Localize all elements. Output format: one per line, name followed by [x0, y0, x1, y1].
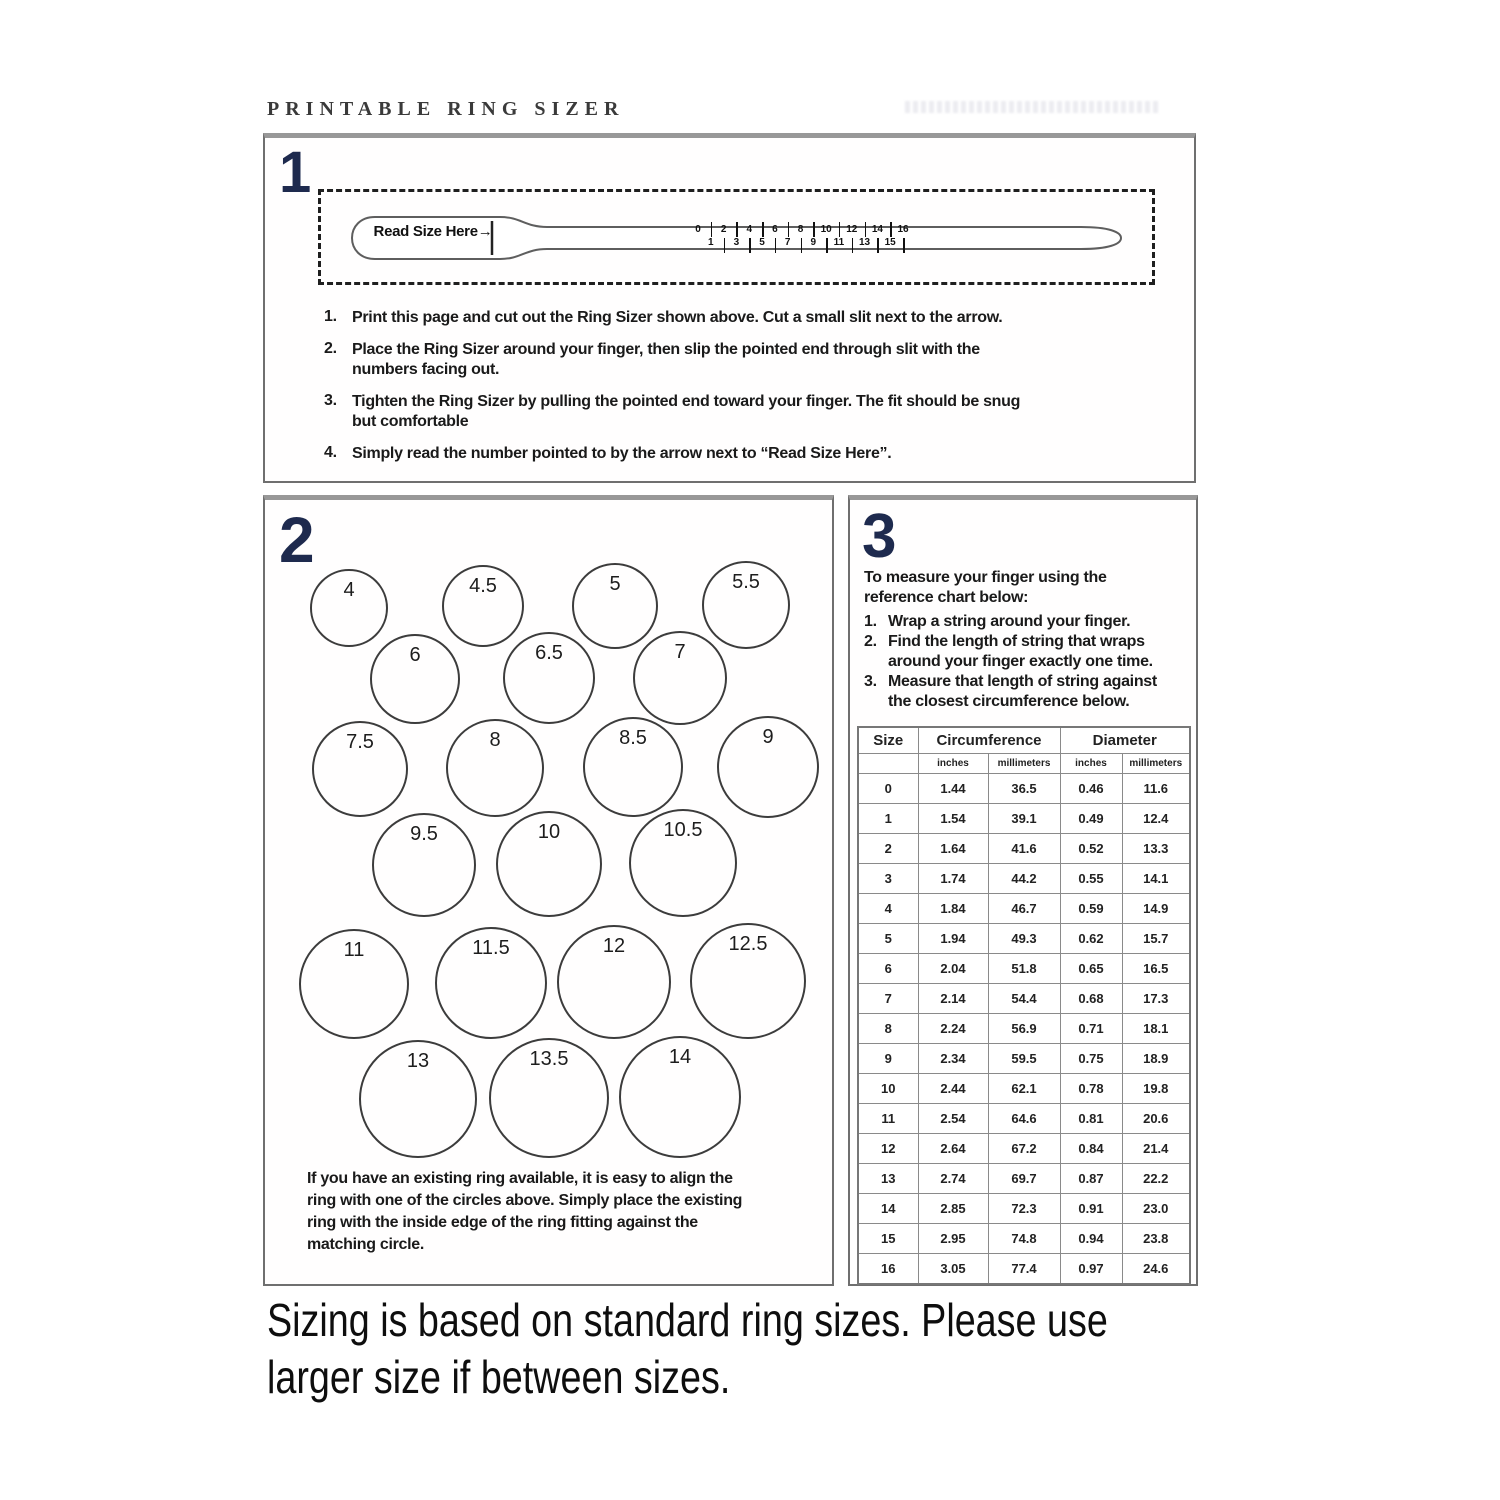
ring-size-circle	[310, 569, 388, 647]
scale-tick	[813, 222, 815, 237]
table-row	[858, 774, 1190, 804]
table-cell: 62.1	[988, 1074, 1060, 1104]
table-cell: 64.6	[988, 1104, 1060, 1134]
table-cell: 5	[858, 924, 918, 954]
scale-number: 11	[833, 237, 845, 248]
list-item-text	[352, 308, 1002, 328]
read-size-here-label: Read Size Here→	[373, 223, 493, 240]
text-line: Place the Ring Sizer around your finger, then slip the pointed end through slit with the	[352, 341, 980, 358]
list-item-number: 3.	[324, 392, 337, 409]
table-cell: 1.54	[918, 804, 988, 834]
list-item-number: 3.	[864, 673, 877, 690]
arrow-right-icon: →	[477, 223, 493, 240]
table-row	[858, 1134, 1190, 1164]
table-cell: 2.14	[918, 984, 988, 1014]
table-cell: 67.2	[988, 1134, 1060, 1164]
list-item-text	[352, 444, 891, 464]
text-line: Wrap a string around your finger.	[888, 613, 1131, 630]
table-cell: 1	[858, 804, 918, 834]
table-cell: 51.8	[988, 954, 1060, 984]
instruction-item	[324, 340, 1154, 380]
ring-size-label: 8.5	[619, 727, 647, 749]
ring-size-circle	[489, 1038, 609, 1158]
table-cell: 59.5	[988, 1044, 1060, 1074]
table-cell: 0.55	[1060, 864, 1122, 894]
scale-number: 3	[733, 237, 740, 248]
table-cell: 18.9	[1122, 1044, 1190, 1074]
ring-size-label: 6.5	[535, 642, 563, 664]
table-row	[858, 1194, 1190, 1224]
ring-size-circle	[629, 809, 737, 917]
table-cell: 0.81	[1060, 1104, 1122, 1134]
ring-size-circle	[312, 721, 408, 817]
table-row	[858, 834, 1190, 864]
table-cell: 1.44	[918, 774, 988, 804]
table-cell: 14	[858, 1194, 918, 1224]
scale-number: 0	[695, 224, 701, 235]
section-1-panel	[263, 133, 1196, 483]
ring-size-circle	[633, 631, 727, 725]
table-cell: 2.64	[918, 1134, 988, 1164]
table-cell: 54.4	[988, 984, 1060, 1014]
table-cell: 8	[858, 1014, 918, 1044]
intro-line: To measure your finger using the	[864, 569, 1107, 586]
text-line: Find the length of string that wraps	[888, 633, 1145, 650]
table-cell: 44.2	[988, 864, 1060, 894]
table-cell: 1.84	[918, 894, 988, 924]
string-measure-steps	[864, 612, 1184, 712]
note-line: ring with the inside edge of the ring fitting against the	[307, 1214, 698, 1231]
ring-size-circle	[299, 929, 409, 1039]
ring-size-label: 6	[409, 644, 421, 666]
table-cell: 19.8	[1122, 1074, 1190, 1104]
table-cell: 20.6	[1122, 1104, 1190, 1134]
scale-tick	[711, 222, 713, 237]
scale-number: 12	[846, 224, 858, 235]
footer-line: larger size if between sizes.	[267, 1351, 731, 1403]
table-cell: 12	[858, 1134, 918, 1164]
text-line: around your finger exactly one time.	[888, 653, 1153, 670]
ring-size-circle	[359, 1040, 477, 1158]
table-cell: 0.78	[1060, 1074, 1122, 1104]
table-cell: 56.9	[988, 1014, 1060, 1044]
list-item-number: 2.	[864, 633, 877, 650]
table-cell: 46.7	[988, 894, 1060, 924]
table-cell: 23.0	[1122, 1194, 1190, 1224]
scale-tick	[865, 222, 867, 237]
note-line: matching circle.	[307, 1236, 425, 1253]
table-cell: 39.1	[988, 804, 1060, 834]
ring-size-circle	[442, 565, 524, 647]
table-cell: 24.6	[1122, 1254, 1190, 1285]
string-measure-intro	[864, 568, 1174, 608]
note-line: ring with one of the circles above. Simply place the existing	[307, 1192, 743, 1209]
table-cell: 2	[858, 834, 918, 864]
list-item-number: 2.	[324, 340, 337, 357]
col-subheader-inches: inches	[1060, 754, 1122, 774]
section-1-number: 1	[279, 140, 312, 205]
table-row	[858, 1074, 1190, 1104]
table-cell: 2.24	[918, 1014, 988, 1044]
table-cell: 16.5	[1122, 954, 1190, 984]
scale-tick	[890, 222, 892, 237]
text-line: Measure that length of string against	[888, 673, 1157, 690]
ring-size-circle	[619, 1036, 741, 1158]
table-cell: 23.8	[1122, 1224, 1190, 1254]
table-body	[858, 774, 1190, 1285]
list-item-text	[888, 632, 1153, 672]
ring-size-circle	[496, 811, 602, 917]
ring-size-label: 4	[343, 579, 355, 601]
ring-size-label: 4.5	[469, 575, 497, 597]
section-2-panel	[263, 495, 834, 1286]
text-line: numbers facing out.	[352, 361, 500, 378]
page-title: PRINTABLE RING SIZER	[267, 98, 625, 120]
instruction-item	[324, 392, 1154, 432]
ring-size-label: 13	[406, 1050, 430, 1072]
table-cell: 74.8	[988, 1224, 1060, 1254]
scale-number: 5	[759, 237, 765, 248]
scale-tick	[839, 222, 841, 237]
table-row	[858, 954, 1190, 984]
table-cell: 22.2	[1122, 1164, 1190, 1194]
ring-size-label: 8	[489, 729, 501, 751]
table-cell: 36.5	[988, 774, 1060, 804]
scale-number: 1	[708, 237, 714, 248]
table-cell: 0.94	[1060, 1224, 1122, 1254]
ring-size-label: 10.5	[663, 819, 703, 841]
table-row	[858, 1014, 1190, 1044]
section-3-panel	[848, 495, 1198, 1286]
table-cell: 0.75	[1060, 1044, 1122, 1074]
ring-size-label: 7.5	[346, 731, 374, 753]
list-item-text	[888, 612, 1130, 632]
ring-size-label: 9	[762, 726, 774, 748]
table-cell: 15.7	[1122, 924, 1190, 954]
list-item-number: 1.	[864, 613, 877, 630]
table-cell: 0	[858, 774, 918, 804]
table-cell: 0.65	[1060, 954, 1122, 984]
text-line: Tighten the Ring Sizer by pulling the pointed end toward your finger. The fit should be snug	[352, 393, 1021, 410]
table-row	[858, 1164, 1190, 1194]
intro-line: reference chart below:	[864, 589, 1029, 606]
list-item-number: 1.	[324, 308, 337, 325]
ring-size-label: 13.5	[529, 1048, 569, 1070]
footer-caption	[267, 1292, 1108, 1406]
sizer-instructions-list	[324, 308, 1154, 476]
table-row	[858, 1254, 1190, 1285]
scale-tick	[852, 238, 854, 253]
col-subheader-millimeters: millimeters	[1122, 754, 1190, 774]
table-header-row	[858, 727, 1190, 754]
scale-number: 16	[897, 224, 909, 235]
col-header-circumference: Circumference	[918, 727, 1060, 754]
table-row	[858, 1044, 1190, 1074]
ring-size-circle	[503, 632, 595, 724]
table-row	[858, 924, 1190, 954]
table-cell: 49.3	[988, 924, 1060, 954]
table-cell: 0.49	[1060, 804, 1122, 834]
table-cell: 2.95	[918, 1224, 988, 1254]
col-header-size: Size	[858, 727, 918, 754]
scale-tick	[903, 238, 905, 253]
scale-tick	[801, 238, 803, 253]
table-subheader-row	[858, 754, 1190, 774]
cutout-dashed-border	[318, 189, 1155, 285]
list-item-text	[352, 392, 1020, 432]
table-cell: 69.7	[988, 1164, 1060, 1194]
scale-tick	[826, 238, 828, 253]
ring-size-label: 14	[668, 1046, 692, 1068]
ring-size-label: 5	[609, 573, 621, 595]
table-row	[858, 1224, 1190, 1254]
scale-tick	[877, 238, 879, 253]
table-cell: 15	[858, 1224, 918, 1254]
scale-tick	[724, 238, 726, 253]
table-cell: 0.87	[1060, 1164, 1122, 1194]
footer-line: Sizing is based on standard ring sizes. Please use	[267, 1294, 1108, 1346]
table-cell: 2.34	[918, 1044, 988, 1074]
table-cell: 0.62	[1060, 924, 1122, 954]
table-cell: 1.64	[918, 834, 988, 864]
table-row	[858, 984, 1190, 1014]
table-cell: 16	[858, 1254, 918, 1285]
scale-tick	[749, 238, 751, 253]
table-cell: 11	[858, 1104, 918, 1134]
scale-tick	[775, 238, 777, 253]
table-cell: 0.97	[1060, 1254, 1122, 1285]
table-cell: 2.54	[918, 1104, 988, 1134]
scale-number: 9	[810, 237, 817, 248]
list-item-text	[888, 672, 1157, 712]
ring-size-circle	[446, 719, 544, 817]
table-cell: 41.6	[988, 834, 1060, 864]
scale-number: 14	[871, 224, 883, 235]
col-header-diameter: Diameter	[1060, 727, 1190, 754]
section-3-number: 3	[862, 502, 897, 571]
table-cell: 1.94	[918, 924, 988, 954]
table-cell: 0.71	[1060, 1014, 1122, 1044]
list-item-number: 4.	[324, 444, 337, 461]
table-cell: 0.59	[1060, 894, 1122, 924]
table-cell: 2.74	[918, 1164, 988, 1194]
table-cell: 3.05	[918, 1254, 988, 1285]
scale-number: 6	[772, 224, 778, 235]
text-line: Simply read the number pointed to by the arrow next to “Read Size Here”.	[352, 445, 892, 462]
table-cell: 0.91	[1060, 1194, 1122, 1224]
ring-size-circle	[372, 813, 476, 917]
table-cell: 7	[858, 984, 918, 1014]
ring-size-label: 9.5	[410, 823, 438, 845]
table-cell: 13	[858, 1164, 918, 1194]
scale-number: 2	[720, 224, 727, 235]
instruction-item	[324, 308, 1154, 328]
table-row	[858, 864, 1190, 894]
ring-size-circle	[572, 563, 658, 649]
scale-number: 10	[820, 224, 832, 235]
table-cell: 4	[858, 894, 918, 924]
table-cell: 0.52	[1060, 834, 1122, 864]
table-cell: 2.85	[918, 1194, 988, 1224]
section-2-number: 2	[279, 504, 315, 576]
table-cell: 17.3	[1122, 984, 1190, 1014]
table-cell: 14.9	[1122, 894, 1190, 924]
table-cell: 2.04	[918, 954, 988, 984]
table-cell: 9	[858, 1044, 918, 1074]
table-cell: 0.68	[1060, 984, 1122, 1014]
scale-number: 7	[784, 237, 791, 248]
ring-size-label: 11.5	[472, 937, 510, 959]
ring-size-table	[857, 726, 1191, 1285]
ring-size-label: 12.5	[728, 933, 768, 955]
table-cell: 21.4	[1122, 1134, 1190, 1164]
step-item	[864, 672, 1184, 712]
ring-size-label: 11	[343, 939, 365, 961]
ring-size-label: 5.5	[732, 571, 760, 593]
instruction-item	[324, 444, 1154, 464]
ring-size-circle	[717, 716, 819, 818]
table-cell: 72.3	[988, 1194, 1060, 1224]
col-subheader-millimeters: millimeters	[988, 754, 1060, 774]
text-line: but comfortable	[352, 413, 469, 430]
table-cell: 12.4	[1122, 804, 1190, 834]
scale-number: 8	[797, 224, 804, 235]
table-cell: 10	[858, 1074, 918, 1104]
table-row	[858, 804, 1190, 834]
table-cell: 14.1	[1122, 864, 1190, 894]
table-cell: 0.84	[1060, 1134, 1122, 1164]
watermark-smudge	[905, 101, 1160, 113]
step-item	[864, 612, 1184, 632]
ring-size-label: 7	[674, 641, 686, 663]
table-cell: 11.6	[1122, 774, 1190, 804]
scale-tick	[788, 222, 790, 237]
ring-size-circle	[370, 634, 460, 724]
table-cell: 6	[858, 954, 918, 984]
table-cell: 18.1	[1122, 1014, 1190, 1044]
note-line: If you have an existing ring available, it is easy to align the	[307, 1170, 733, 1187]
ring-size-label: 10	[537, 821, 561, 843]
col-subheader-inches: inches	[918, 754, 988, 774]
table-cell: 3	[858, 864, 918, 894]
step-item	[864, 632, 1184, 672]
scale-number: 4	[746, 224, 753, 235]
list-item-text	[352, 340, 980, 380]
scale-tick	[736, 222, 738, 237]
table-cell: 1.74	[918, 864, 988, 894]
table-row	[858, 1104, 1190, 1134]
scale-number: 13	[859, 237, 871, 248]
text-line: the closest circumference below.	[888, 693, 1130, 710]
col-subheader-empty	[858, 754, 918, 774]
scale-tick	[762, 222, 764, 237]
ring-size-circle	[435, 927, 547, 1039]
ring-size-label: 12	[602, 935, 626, 957]
table-cell: 13.3	[1122, 834, 1190, 864]
ring-size-circle	[702, 561, 790, 649]
table-cell: 0.46	[1060, 774, 1122, 804]
scale-number: 15	[884, 237, 896, 248]
ring-size-circle	[690, 923, 806, 1039]
table-row	[858, 894, 1190, 924]
text-line: Print this page and cut out the Ring Sizer shown above. Cut a small slit next to the arrow.	[352, 309, 1003, 326]
table-cell: 77.4	[988, 1254, 1060, 1285]
existing-ring-note	[307, 1168, 807, 1256]
table-cell: 2.44	[918, 1074, 988, 1104]
ring-size-circle	[557, 925, 671, 1039]
ring-size-circle	[583, 717, 683, 817]
